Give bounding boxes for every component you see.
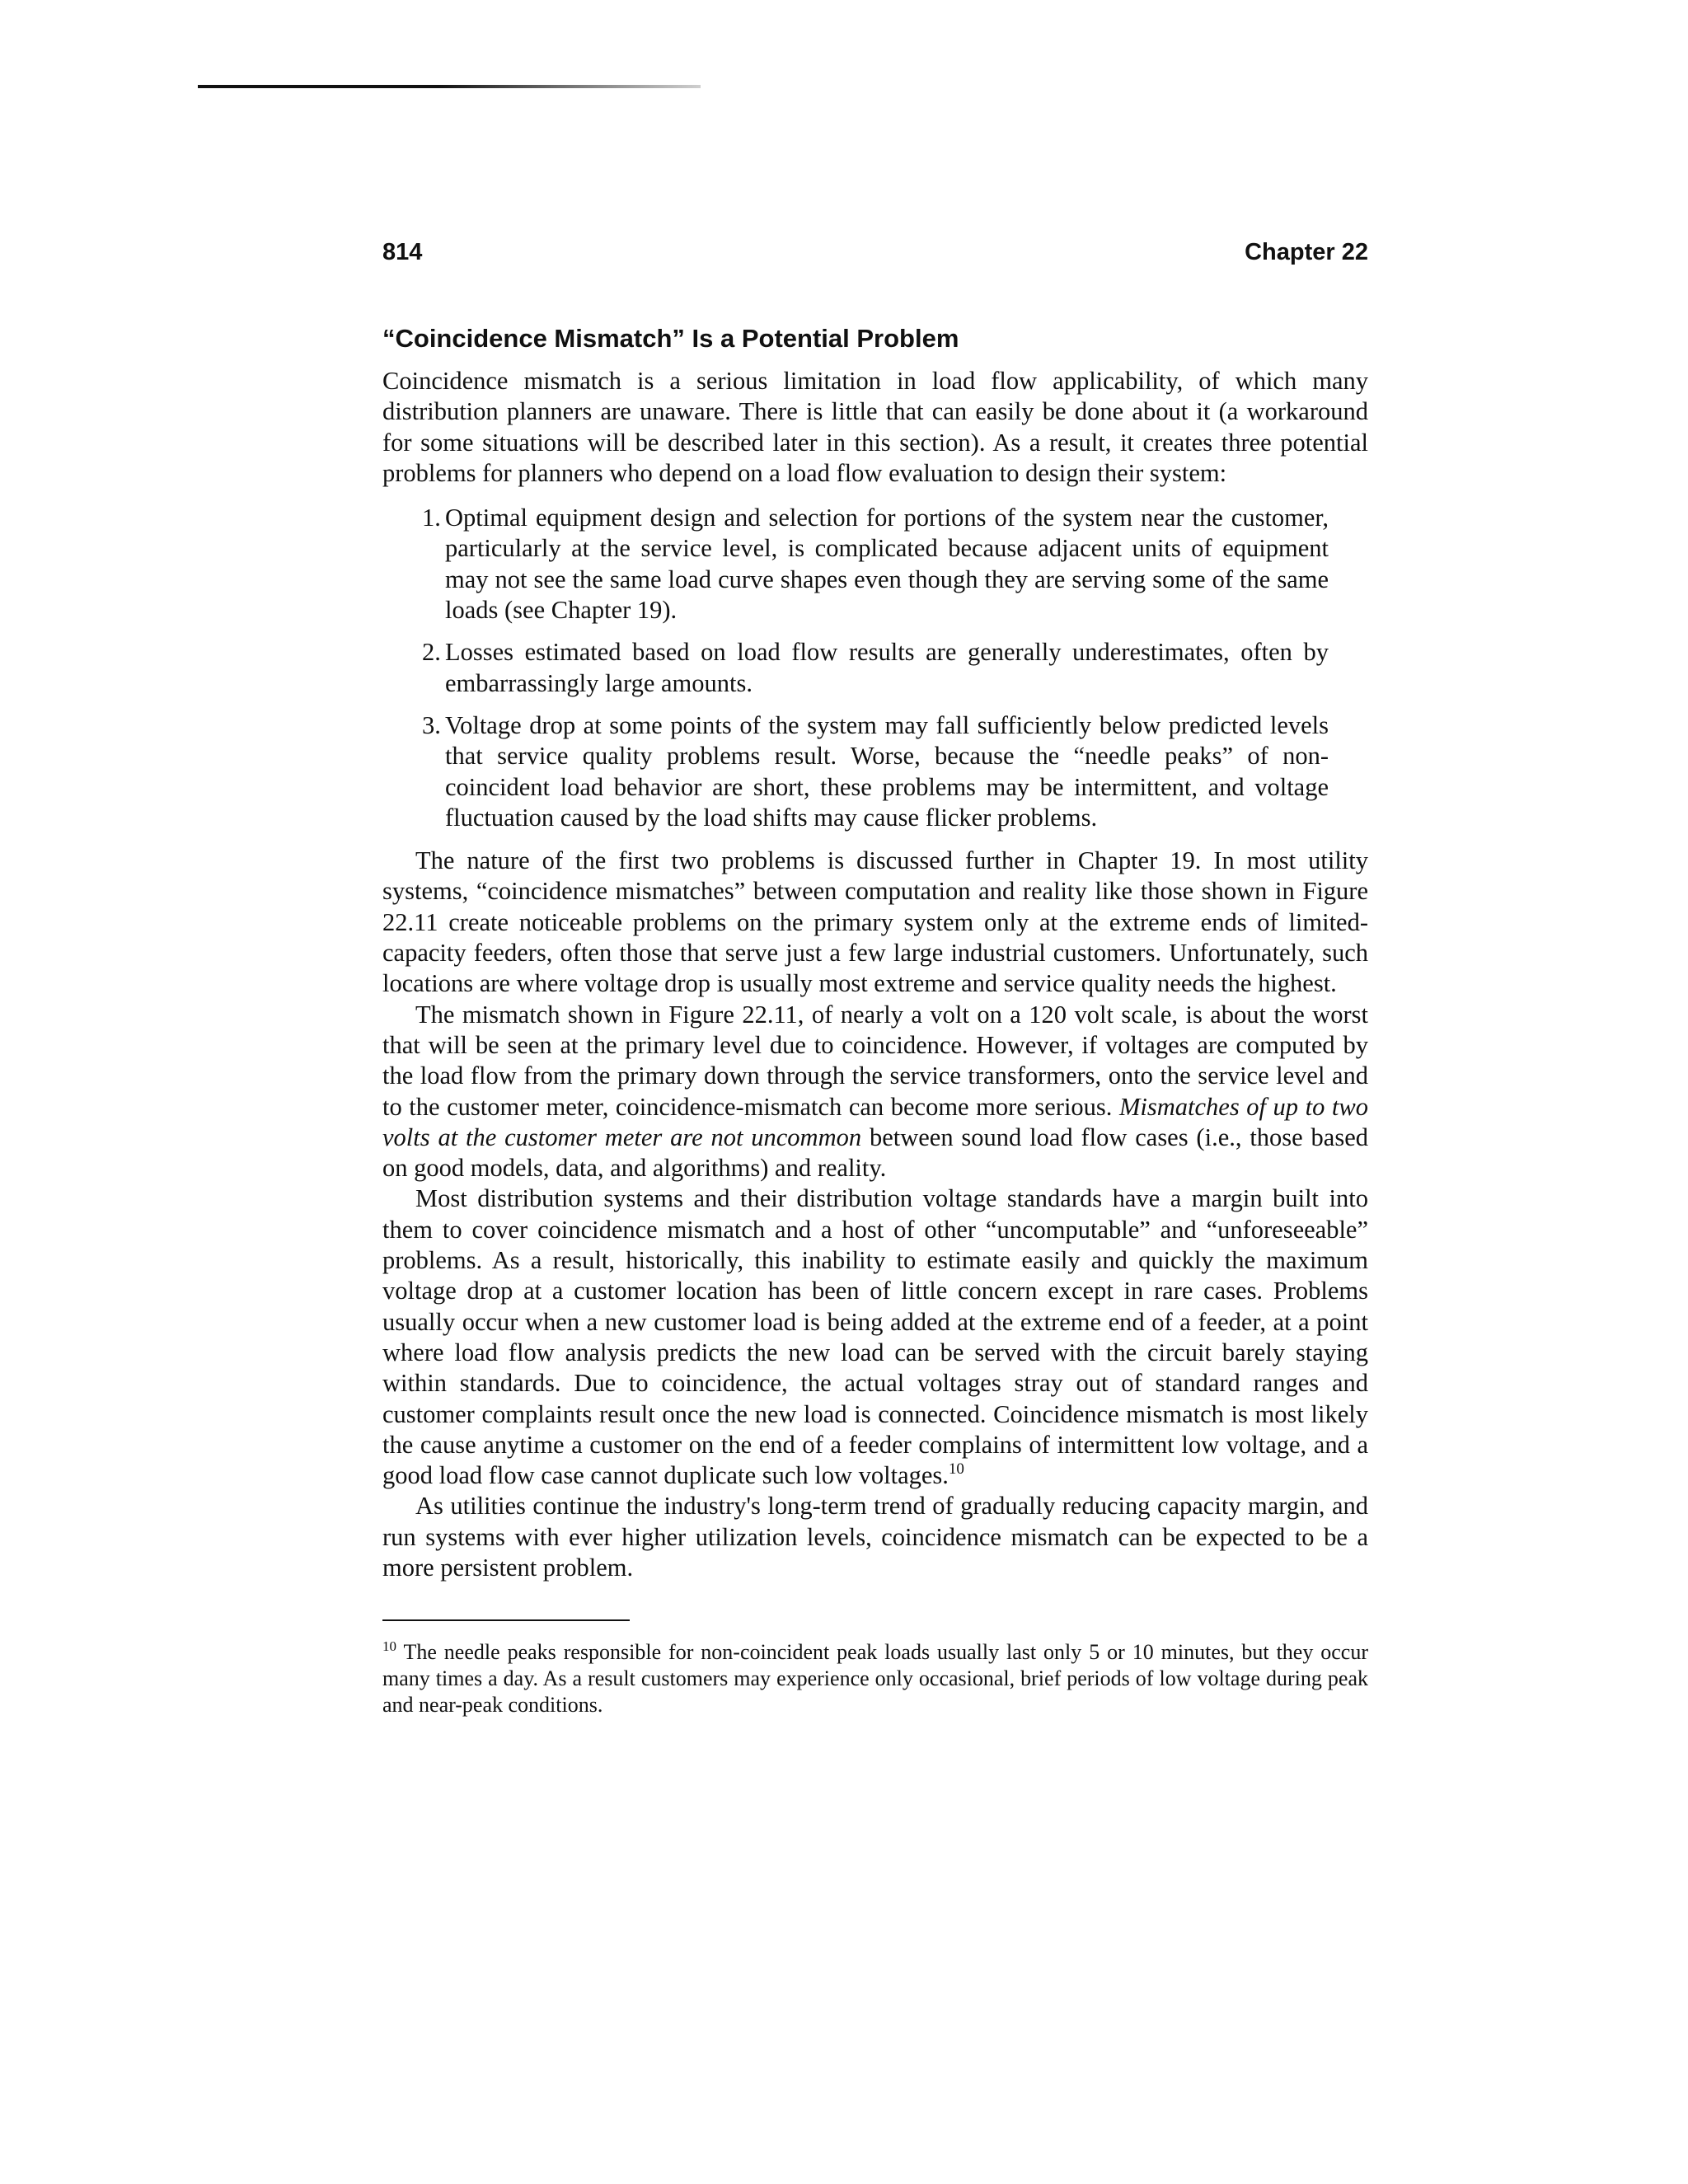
footnote-reference: 10 — [948, 1460, 964, 1479]
footnote-divider — [382, 1619, 630, 1621]
body-paragraph-4: As utilities continue the industry's long-term trend of gradually reducing capacity margin, and run systems with ever higher utilization levels, coincidence mismatch can be expected to be a more persistent problem. — [382, 1492, 1368, 1582]
top-decorative-rule — [198, 85, 701, 88]
chapter-label: Chapter 22 — [1245, 239, 1368, 265]
body-paragraph-2 — [382, 1000, 1368, 1184]
footnote-text: The needle peaks responsible for non-coincident peak loads usually last only 5 or 10 minutes, but they occur many times a day. As a result customers may experience only occasional, brief periods of low voltage during peak and near-peak conditions. — [382, 1640, 1368, 1718]
list-item — [422, 503, 1329, 626]
list-item-text: Optimal equipment design and selection for portions of the system near the customer, particularly at the service level, is complicated because adjacent units of equipment may not see the same load curve shapes even though they are serving some of the same loads (see Chapter 19). — [445, 504, 1329, 625]
page-body — [382, 323, 1368, 1718]
emphasized-text: Mismatches of up to two volts at the customer meter are not uncommon — [382, 1092, 1368, 1151]
body-paragraph-3 — [382, 1183, 1368, 1491]
paragraph-text: between sound load flow cases (i.e., those based on good models, data, and algorithms) and reality. — [382, 1122, 1368, 1183]
footnote — [382, 1639, 1368, 1718]
paragraph-text: The mismatch shown in Figure 22.11, of nearly a volt on a 120 volt scale, is about the worst that will be seen at the primary level due to coincidence. However, if voltages are computed by the load flow from the primary down through the service transformers, onto the service level and to the customer meter, coincidence-mismatch can become more serious. — [382, 1000, 1368, 1121]
running-head — [382, 239, 1368, 266]
list-item-text: Voltage drop at some points of the system may fall sufficiently below predicted levels that service quality problems result. Worse, because the “needle peaks” of non-coincident load behavior are short, these problems may be intermittent, and voltage fluctuation caused by the load shifts may cause flicker problems. — [445, 710, 1329, 832]
intro-paragraph: Coincidence mismatch is a serious limitation in load flow applicability, of which many distribution planners are unaware. There is little that can easily be done about it (a workaround for some situations will be described later in this section). As a result, it creates three potential problems for planners who depend on a load flow evaluation to design their system: — [382, 367, 1368, 487]
list-item — [422, 637, 1329, 699]
page-number: 814 — [382, 239, 423, 265]
list-item-number: 2. — [422, 638, 441, 667]
footnote-marker: 10 — [382, 1638, 396, 1655]
section-heading: “Coincidence Mismatch” Is a Potential Problem — [382, 324, 959, 353]
list-item-number: 3. — [422, 710, 441, 739]
list-item-text: Losses estimated based on load flow results are generally underestimates, often by embarrassingly large amounts. — [445, 638, 1329, 697]
list-item — [422, 710, 1329, 833]
body-paragraph-1: The nature of the first two problems is discussed further in Chapter 19. In most utility systems, “coincidence mismatches” between computation and reality like those shown in Figure 22.11 create noticeable problems on the primary system only at the extreme ends of limited-capacity feeders, often those that serve just a few large industrial customers. Unfortunately, such locations are where voltage drop is usually most extreme and service quality needs the highest. — [382, 846, 1368, 998]
paragraph-text: Most distribution systems and their distribution voltage standards have a margin built into them to cover coincidence mismatch and a host of other “uncomputable” and “unforeseeable” problems. As a result, historically, this inability to estimate easily and quickly the maximum voltage drop at a customer location has been of little concern except in rare cases. Problems usually occur when a new customer load is being added at the extreme end of a feeder, at a point where load flow analysis predicts the new load can be served with the circuit barely staying within standards. Due to coincidence, the actual voltages stray out of standard ranges and customer complaints result once the new load is connected. Coincidence mismatch is most likely the cause anytime a customer on the end of a feeder complains of intermittent low voltage, and a good load flow case cannot duplicate such low voltages. — [382, 1184, 1368, 1490]
list-item-number: 1. — [422, 504, 441, 532]
problem-list — [382, 503, 1368, 833]
